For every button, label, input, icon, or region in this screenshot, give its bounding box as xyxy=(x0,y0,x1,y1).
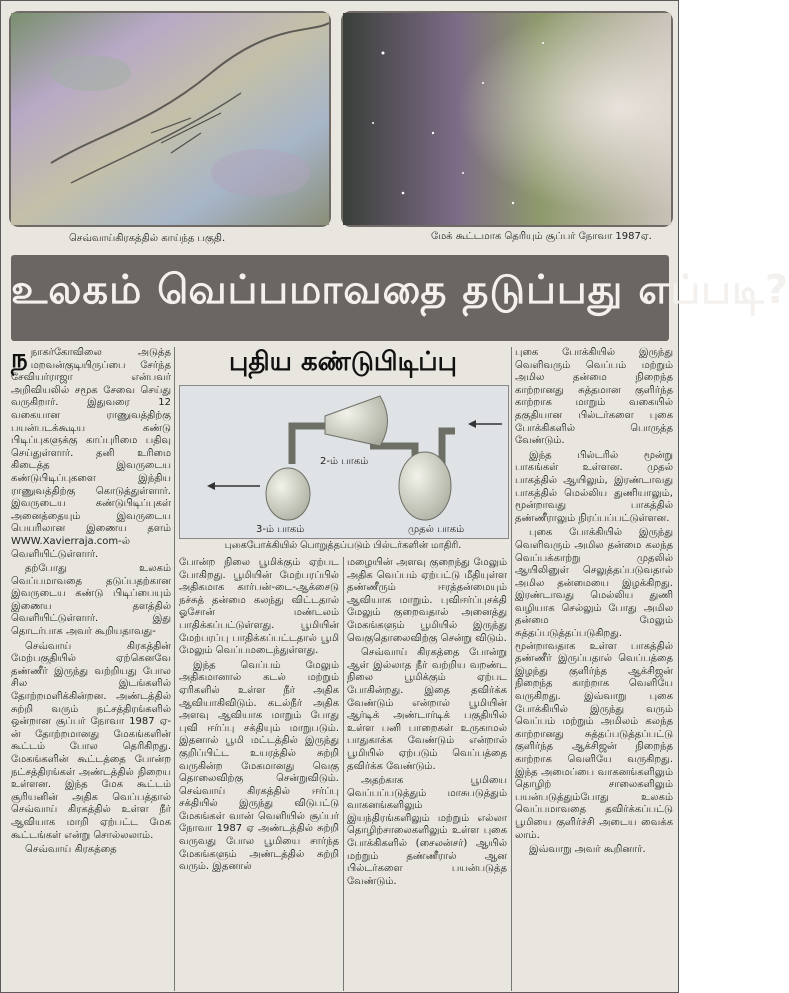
col3-para-1: மழையின் அளவு குறைந்து மேலும் அதிக வெப்பம் ஏற்பட்டு மீதியுள்ள தண்ணீரும் ஈரத்தன்மையும் ஆவியாக மாறும். புவிஈர்ப்புசக்தி மேலும் குறைவதால் அனைத்து மேகங்களும் பூமியில் இருந்து வெகுதொலைவிற்கு சென்று விடும். xyxy=(347,557,507,644)
col4-para-2: இந்த பில்டரில் மூன்று பாகங்கள் உள்ளன. முதல் பாகத்தில் ஆயிலும், இரண்டாவது பாகத்தில் மெல்லிய துணியாலும், மூன்றாவது பாகத்தில் தண்ணீராலும் நிரப்பப்பட்டுள்ளன. xyxy=(515,449,673,524)
article-column-4 xyxy=(515,347,673,991)
right-photo-caption: மேக் கூட்டமாக தெரியும் சூப்பர் நோவா 1987ஏ. xyxy=(431,231,652,242)
left-photo-caption: செவ்வாய்கிரகத்தில் காய்ந்த பகுதி. xyxy=(69,233,226,244)
col4-para-4: இவ்வாறு அவர் கூறினார். xyxy=(529,844,646,856)
col1-para-4: செவ்வாய் கிரகத்தை xyxy=(25,844,117,856)
col1-para-3: செவ்வாய் கிரகத்தின் மேற்பகுதியில் ஏற்கெனவே தண்ணீர் இருந்து வற்றியது போல சில இடங்களில் தோற்றமளிக்கின்றன. அண்டத்தில் சுற்றி வரும் நட்சத்திரங்களில் ஒன்றான சூப்பர் நோவா 1987 ஏ-ன் தோற்றமானது மேகங்களின் கூட்டம் போல தெரிகிறது. மேகங்களின் கூட்டத்தை போன்ற நட்சத்திரங்கள் அண்டத்தில் நிறைய உள்ளன. இந்த மேக கூட்டம் சூரியனின் அதிக வெப்பத்தால் செவ்வாய் கிரகத்தில் உள்ள நீர் ஆவியாக மாறி ஏற்பட்ட மேக கூட்டங்கள் என்று சொல்லலாம். xyxy=(11,640,171,841)
article-column-2 xyxy=(179,557,339,991)
column-divider xyxy=(174,347,175,991)
diagram-label-part3: 3-ம் பாகம் xyxy=(256,524,305,535)
column-divider xyxy=(343,557,344,991)
col4-para-1: புகை போக்கியில் இருந்து வெளிவரும் வெப்பம் மற்றும் அமில தன்மை நிறைந்த காற்றானது சுத்தமான குளிர்ந்த காற்றாக மாறும் வகையில் தகுதியான பில்டர்களை புகை போக்கிகளில் பொருத்த வேண்டும். xyxy=(515,347,673,447)
col4-para-3: புகை போக்கியில் இருந்து வெளிவரும் அமில தன்மை கலந்த வெப்பக்காற்று முதலில் ஆயிலினுள் செலுத்தப்படுவதால் அமில தன்மையை இழக்கிறது. இரண்டாவது மெல்லிய துணி வழியாக செல்லும் போது அமில தன்மை மேலும் சுத்தப்படுத்தப்படுகிறது. மூன்றாவதாக உள்ள பாகத்தில் தண்ணீர் இருப்பதால் வெப்பத்தை இழந்து குளிர்ந்த ஆக்சிஜன் நிறைந்த காற்றாக வெளியே வருகிறது. இவ்வாறு புகை போக்கியில் இருந்து வரும் வெப்பம் மற்றும் அமிலம் கலந்த காற்றானது சுத்தப்படுத்தப்பட்டு குளிர்ந்த ஆக்சிஜன் நிறைந்த காற்றாக வெளியே வருகிறது. இந்த அமைப்பை வாகனங்களிலும் தொழிற் சாலைகளிலும் பயன்படுத்தும்போது உலகம் வெப்பமாவதை தவிர்க்கப்பட்டு பூமியை குளிர்ச்சி அடைய வைக்க லாம். xyxy=(515,527,673,841)
col2-para-2: இந்த வெப்பம் மேலும் அதிகமானால் கடல் மற்றும் ஏரிகளில் உள்ள நீர் அதிக ஆவியாகிவிடும். கடல்நீர் அதிக அளவு ஆவியாக மாறும் போது புவி ஈர்ப்பு சக்தியும் மாறுபடும். இதனால் பூமி மட்டத்தில் இருந்து குறிப்பிட்ட உயரத்தில் சுற்றி வருகின்ற மேகமானது வெகு தொலைவிற்கு சென்றுவிடும். செவ்வாய் கிரகத்தில் ஈர்ப்பு சக்தியில் இருந்து விடுபட்டு மேகங்கள் வான் வெளியில் சூப்பர் நோவா 1987 ஏ அண்டத்தில் சுற்றி வருவது போல பூமியை சார்ந்த மேகங்களும் அண்டத்தில் சுற்றி வரும். இதனால் xyxy=(179,659,339,873)
col3-para-2: செவ்வாய் கிரகத்தை போன்று ஆள் இல்லாத நீர் வற்றிய வறண்ட நிலை பூமிக்கும் ஏற்பட போகின்றது. இதை தவிர்க்க வேண்டும் என்றால் பூமியின் ஆர்டிக் அண்டார்டிக் பகுதியில் உள்ள பனி பாறைகள் உருகாமல் பாதுகாக்க வேண்டும் என்றால் பூமியில் ஏற்படும் வெப்பத்தை தவிர்க்க வேண்டும். xyxy=(347,647,507,772)
supernova-photo xyxy=(341,11,673,227)
subheading: புதிய கண்டுபிடிப்பு xyxy=(228,347,458,377)
diagram-label-part2: 2-ம் பாகம் xyxy=(320,456,369,467)
col2-para-1: போன்ற நிலை பூமிக்கும் ஏற்பட போகிறது. பூமியின் மேற்பரப்பில் அதிகமாக கார்பன்-டை-ஆக்சைடு நச்சுத் தன்மை கலந்து விட்டதால் ஓசோன் மண்டலம் பாதிக்கப்பட்டுள்ளது. பூமியின் மேற்பரப்பு பாதிக்கப்பட்டதால் பூமி மேலும் வெப்பமடைந்துள்ளது. xyxy=(179,557,339,657)
filter-diagram xyxy=(179,385,509,539)
column-divider xyxy=(511,347,512,991)
mars-dry-region-photo xyxy=(9,11,331,227)
article-column-1 xyxy=(11,344,171,991)
diagram-label-part1: முதல் பாகம் xyxy=(408,524,465,535)
headline: உலகம் வெப்பமாவதை தடுப்பது எப்படி? xyxy=(11,267,789,313)
headline-band xyxy=(11,255,789,341)
col1-para-1: நாகர்கோவிலை அடுத்த மறவன்குடியிருப்பை சேர்ந்த சேவியர்ராஜா என்பவர் அறிவியலில் சமூக சேவை செய்து வருகிறார். இதுவரை 12 வகையான ராணுவத்திற்கு பயன்படக்கூடிய கண்டு பிடிப்புகளுக்கு காப்புரிமை பதிவு செய்துள்ளார். தனி உரிமை கிடைத்த இவருடைய கண்டுபிடிப்புகளை இந்திய ராணுவத்திற்கு கொடுத்துள்ளார். இவருடைய கண்டுபிடிப்புகள் அனைத்தையும் இவருடைய பெயரிலான இணைய தளம் WWW.Xavierraja.com-ல் வெளியிட்டுள்ளார். xyxy=(11,347,171,560)
diagram-caption: புகைபோக்கியில் பொறுத்தப்படும் பில்டர்களின் மாதிரி. xyxy=(224,540,462,551)
col1-para-2: தற்போது உலகம் வெப்பமாவதை தடுப்பதற்கான இவருடைய கண்டு பிடிப்பையும் இணைய தளத்தில் வெளியிட்டுள்ளார். இது தொடர்பாக அவர் கூறியதாவது- xyxy=(11,563,171,638)
drop-cap: ந xyxy=(11,344,28,374)
col3-para-3: அதற்காக பூமியை வெப்பப்படுத்தும் மாசுபடுத்தும் வாகனங்களிலும் இயந்திரங்களிலும் மற்றும் எல்லா தொழிற்சாலைகளிலும் உள்ள புகை போக்கிகளில் (சைலன்சர்) ஆயில் மற்றும் தண்ணீரால் ஆன பில்டர்களை பயன்படுத்த வேண்டும். xyxy=(347,775,507,887)
article-column-3 xyxy=(347,557,507,991)
